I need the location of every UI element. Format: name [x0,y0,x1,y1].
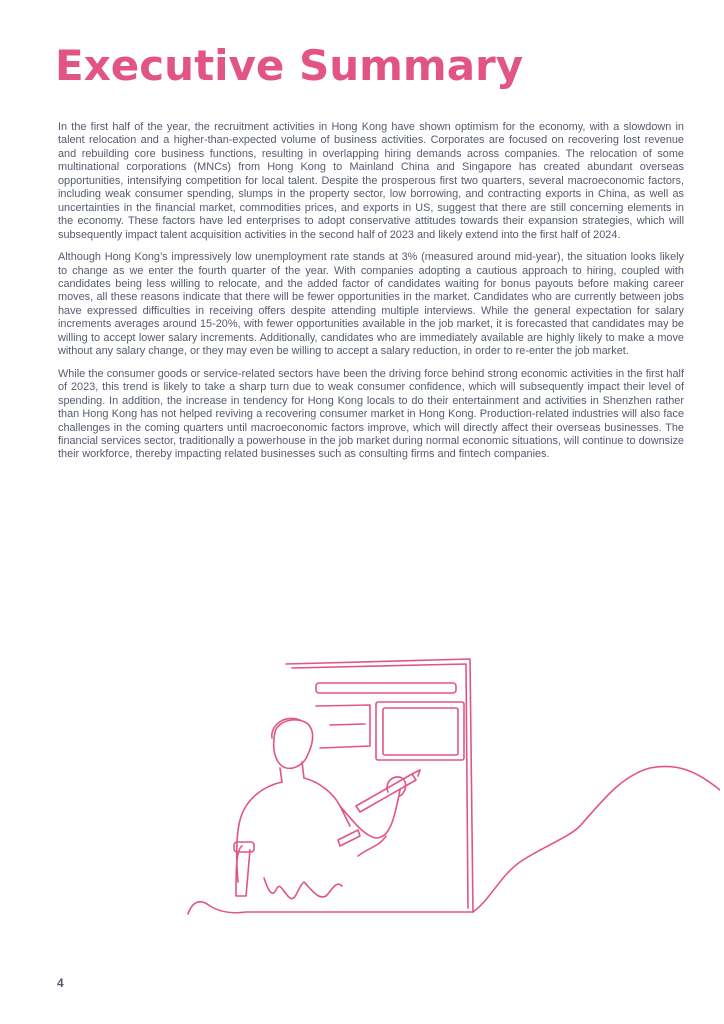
ground-line [188,902,338,914]
board-frame [286,659,473,912]
marker-pen [356,774,416,812]
paragraph-3: While the consumer goods or service-related sectors have been the driving force behind strong economic activities in the first half of 2023, this trend is likely to take a sharp turn due to weak consumer confidence, which will subsequently impact their level of spending. In addition, the increase in tendency for Hong Kong locals to do their entertainment and activities in Shenzhen rather than Hong Kong has not helped reviving a recovering consumer market in Hong Kong. Production-related industries will also face challenges in the coming quarters until macroeconomic factors improve, which will directly affect their overseas businesses. The financial services sector, traditionally a powerhouse in the job market during normal economic situations, will continue to downsize their workforce, thereby impacting related businesses such as consulting firms and fintech companies. [58,367,684,461]
paragraph-1: In the first half of the year, the recruitment activities in Hong Kong have shown optimism for the economy, with a slowdown in talent relocation and a higher-than-expected volume of business activities. Corporates are focused on recovering lost revenue and rebuilding core business functions, resulting in overlapping hiring demands across companies. The relocation of some multinational corporations (MNCs) from Hong Kong to Mainland China and Singapore has created abundant overseas opportunities, intensifying competition for local talent. Despite the prosperous first two quarters, several macroeconomic factors, including weak consumer spending, slumps in the property sector, low borrowing, and contracting exports in China, as well as uncertainties in the financial market, commodities prices, and exports in US, suggest that there are still concerning elements in the economy. These factors have led enterprises to adopt conservative attitudes towards their expansion strategies, which will subsequently impact talent acquisition activities in the second half of 2023 and likely extend into the first half of 2024. [58,121,684,241]
board-header-bar [316,683,456,693]
board-screen-outer [376,702,464,760]
board-screen-inner [383,708,458,755]
person-left-arm [236,846,250,896]
board-note-left [316,705,370,748]
page-number: 4 [57,976,64,990]
person-pointing-at-board-line-art-icon [180,650,720,925]
paragraph-2: Although Hong Kong’s impressively low unemployment rate stands at 3% (measured around mid-year), the situation looks likely to change as we enter the fourth quarter of the year. With companies adopting a cautious approach to hiring, coupled with candidates being less willing to relocate, and the added factor of candidates waiting for bonus payouts before making career moves, all these reasons indicate that there will be fewer opportunities in the market. Candidates who are currently between jobs have expressed difficulties in receiving offers despite attending multiple interviews. While the general expectation for salary increments averages around 15-20%, with fewer opportunities available in the job market, it is forecasted that candidates may be willing to accept lower salary increments. Additionally, candidates who are immediately available are highly likely to make a move without any salary change, or they may even be willing to accept a salary reduction, in order to re-enter the job market. [58,251,684,358]
person-torso [237,782,282,882]
page-title: Executive Summary [55,41,524,90]
board-inner-frame [292,664,468,908]
hill-line [473,766,720,912]
summary-body [58,121,684,471]
person-head [274,720,313,769]
